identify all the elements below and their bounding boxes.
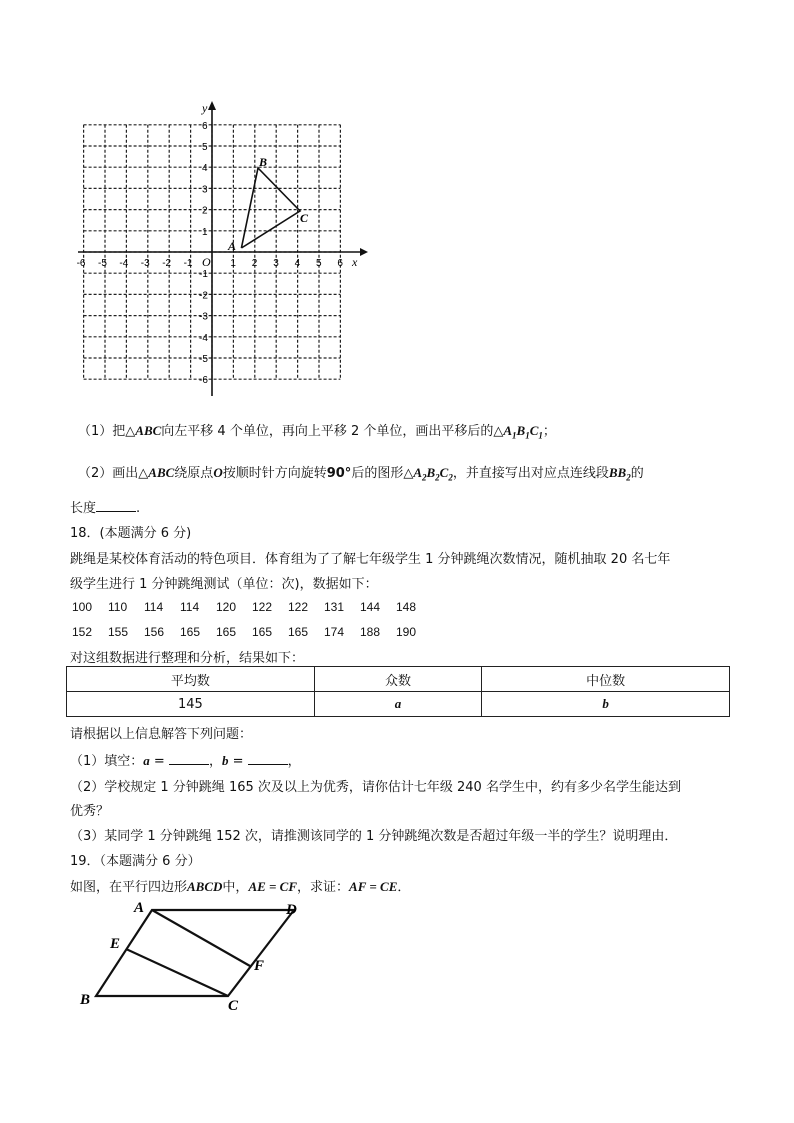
parallelogram-abcd [96,910,294,996]
table-cell: 145 [67,692,315,717]
data-value: 100 [72,600,93,614]
data-value: 165 [216,625,237,639]
q19-statement: 如图，在平行四边形ABCD中，AE = CF，求证：AF = CE． [70,879,411,895]
y-tick-label: 4 [202,163,208,175]
answer-blank-b[interactable] [248,752,288,765]
y-tick-label: -1 [199,269,208,281]
table-header-row [67,667,730,692]
data-value: 174 [324,625,345,639]
q17-part1: （1）把△ABC向左平移 4 个单位，再向上平移 2 个单位，画出平移后的$\triangle A_1B_1C_1$； [78,423,556,441]
x-tick-label: 5 [316,258,322,269]
data-row-2 [72,625,432,639]
q18-part2-line2: 优秀？ [70,804,110,819]
data-value: 165 [180,625,201,639]
data-value: 144 [360,600,381,614]
q18-intro-line1: 跳绳是某校体育活动的特色项目．体育组为了了解七年级学生 1 分钟跳绳次数情况，随机抽取 20 名七年 [70,552,671,567]
data-value: 155 [108,625,129,639]
data-value: 152 [72,625,93,639]
x-tick-label: 4 [294,258,301,269]
y-axis [208,101,216,396]
data-value: 190 [396,625,417,639]
data-value: 188 [360,625,381,639]
x-tick-label: 2 [251,258,258,269]
data-value: 131 [324,600,345,614]
table-header: 众数 [314,667,481,692]
data-value: 122 [288,600,309,614]
label-a: A [134,900,145,916]
label-f: F [254,958,265,974]
q18-analysis: 对这组数据进行整理和分析，结果如下： [70,651,305,666]
data-value: 156 [144,625,165,639]
y-tick-label: 3 [202,184,208,196]
q18-intro-line2: 级学生进行 1 分钟跳绳测试（单位：次)，数据如下： [70,577,378,592]
y-tick-label: -4 [199,332,208,344]
q19-heading: 19．（本题满分 6 分） [70,854,201,869]
y-tick-label: -5 [199,354,208,365]
vertex-a-label: A [228,239,237,253]
q18-heading: 18．(本题满分 6 分) [70,526,192,541]
data-value: 110 [108,600,128,614]
answer-blank[interactable] [96,499,136,512]
x-tick-label: -6 [76,258,86,269]
x-tick-label: -2 [162,258,172,269]
y-tick-label: -2 [199,290,208,302]
data-value: 120 [216,600,237,614]
origin-label: O [202,255,211,269]
parallelogram-figure [76,898,316,1016]
q18-part2-line1: （2）学校规定 1 分钟跳绳 165 次及以上为优秀，请你估计七年级 240 名学生中，约有多少名学生能达到 [70,780,681,795]
y-tick-label: -6 [199,375,208,387]
y-tick-label: 1 [202,226,208,238]
y-tick-label: 6 [202,120,208,132]
table-header: 平均数 [67,667,315,692]
segment-ec [126,949,228,996]
x-axis [78,248,368,256]
x-tick-label: 6 [337,258,343,269]
vertex-c-label: C [300,211,309,225]
x-axis-label: x [352,255,358,269]
y-tick-label: 5 [202,142,208,153]
table-header: 中位数 [482,667,730,692]
y-axis-label: y [202,101,208,115]
x-tick-label: 1 [230,258,236,269]
label-b: B [80,992,91,1008]
coordinate-grid-figure [70,98,370,398]
q18-prompt: 请根据以上信息解答下列问题： [70,727,253,742]
table-cell: b [482,692,730,717]
data-value: 114 [180,600,200,614]
x-tick-label: 3 [273,258,279,269]
y-tick-label: 2 [202,205,208,217]
x-tick-label: -3 [140,258,150,269]
data-value: 148 [396,600,417,614]
data-value: 165 [288,625,309,639]
x-tick-label: -5 [98,258,107,269]
data-value: 165 [252,625,273,639]
x-tick-label: -4 [119,258,129,269]
q17-part2: （2）画出△ABC绕原点O按顺时针方向旋转90°后的图形$\triangle A_2B_2C_2$，并直接写出对应点连线段$BB_2$的 [78,465,644,483]
table-cell: a [314,692,481,717]
answer-blank-a[interactable] [169,752,209,765]
label-c: C [228,998,239,1014]
table-row [67,692,730,717]
data-row-1 [72,600,432,614]
y-tick-label: -3 [199,311,208,323]
y-tick-labels [199,121,208,386]
vertex-b-label: B [259,155,268,169]
q18-part3: （3）某同学 1 分钟跳绳 152 次，请推测该同学的 1 分钟跳绳次数是否超过年级一半的学生？说明理由． [70,829,678,844]
q17-part2-line2: 长度 . [70,501,141,516]
label-e: E [110,936,121,952]
label-d: D [286,902,297,918]
data-value: 114 [144,600,164,614]
x-tick-label: -1 [183,258,193,269]
triangle-abc [241,168,300,248]
data-value: 122 [252,600,273,614]
segment-af [152,910,250,966]
stats-table [66,666,730,717]
q18-part1: （1）填空：a = ，b = ， [70,753,301,769]
